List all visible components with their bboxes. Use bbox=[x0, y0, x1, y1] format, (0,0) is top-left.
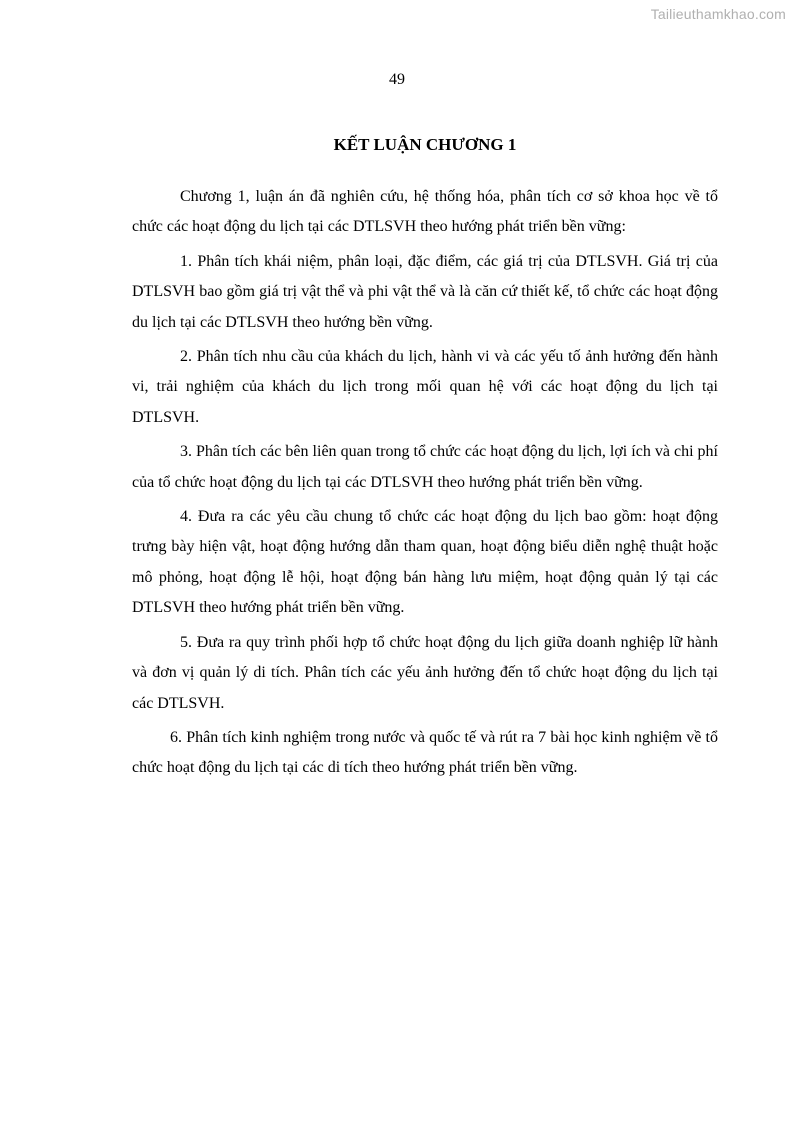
document-body bbox=[132, 182, 718, 788]
intro-paragraph: Chương 1, luận án đã nghiên cứu, hệ thống hóa, phân tích cơ sở khoa học về tổ chức các hoạt động du lịch tại các DTLSVH theo hướng phát triển bền vững: bbox=[132, 188, 718, 236]
list-item-5: 5. Đưa ra quy trình phối hợp tổ chức hoạt động du lịch giữa doanh nghiệp lữ hành và đơn vị quản lý di tích. Phân tích các yếu ảnh hưởng đến tổ chức hoạt động du lịch tại các DTLSVH. bbox=[132, 633, 718, 712]
watermark-text: Tailieuthamkhao.com bbox=[650, 6, 786, 22]
list-item-1: 1. Phân tích khái niệm, phân loại, đặc điểm, các giá trị của DTLSVH. Giá trị của DTLSVH bao gồm giá trị vật thể và phi vật thể và là căn cứ thiết kế, tổ chức các hoạt động du lịch tại các DTLSVH theo hướng bền vững. bbox=[132, 252, 718, 331]
page-number: 49 bbox=[389, 71, 405, 88]
list-item-2: 2. Phân tích nhu cầu của khách du lịch, hành vi và các yếu tố ảnh hưởng đến hành vi, trải nghiệm của khách du lịch trong mối quan hệ với các hoạt động du lịch tại DTLSVH. bbox=[132, 348, 718, 426]
list-item-4: 4. Đưa ra các yêu cầu chung tổ chức các hoạt động du lịch bao gồm: hoạt động trưng bày hiện vật, hoạt động hướng dẫn tham quan, hoạt động biểu diễn nghệ thuật hoặc mô phỏng, hoạt động lễ hội, hoạt động bán hàng lưu miệm, hoạt động quản lý tại các DTLSVH theo hướng phát triển bền vững. bbox=[132, 508, 718, 617]
list-item-6: 6. Phân tích kinh nghiệm trong nước và quốc tế và rút ra 7 bài học kinh nghiệm về tổ chức hoạt động du lịch tại các di tích theo hướng phát triển bền vững. bbox=[132, 728, 718, 777]
list-item-3: 3. Phân tích các bên liên quan trong tổ chức các hoạt động du lịch, lợi ích và chi phí của tổ chức hoạt động du lịch tại các DTLSVH theo hướng phát triển bền vững. bbox=[132, 443, 718, 491]
chapter-conclusion-title: KẾT LUẬN CHƯƠNG 1 bbox=[333, 135, 517, 154]
